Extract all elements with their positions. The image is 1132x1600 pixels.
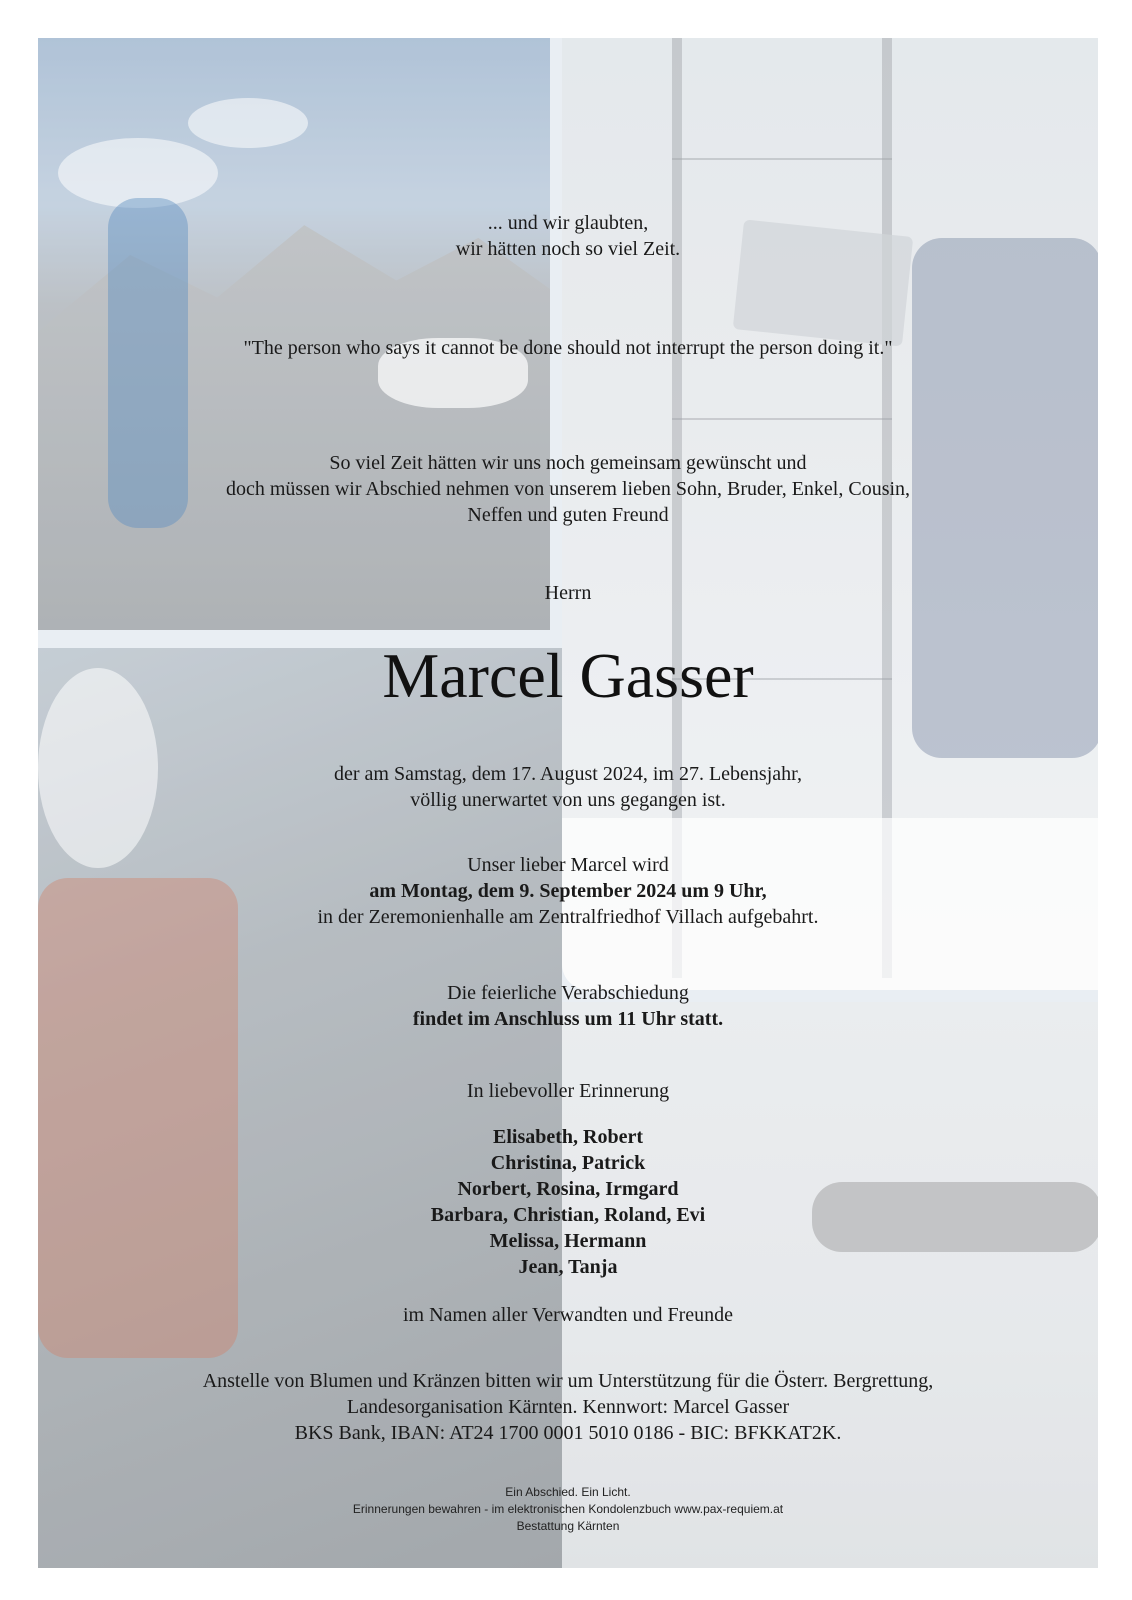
farewell-time: findet im Anschluss um 11 Uhr statt.	[412, 1008, 724, 1030]
viewing-info: Unser lieber Marcel wird am Montag, dem 9. September 2024 um 9 Uhr, in der Zeremonienhalle am Zentralfriedhof Villach aufgebahrt.	[317, 854, 819, 928]
obituary-text	[38, 38, 1098, 1568]
mourner-row: Jean, Tanja	[518, 1256, 618, 1278]
mourner-row: Melissa, Hermann	[489, 1230, 647, 1252]
mourner-row: Barbara, Christian, Roland, Evi	[430, 1204, 706, 1226]
death-notice: der am Samstag, dem 17. August 2024, im 27. Lebensjahr, völlig unerwartet von uns gegangen ist.	[333, 763, 803, 811]
intro-text: So viel Zeit hätten wir uns noch gemeinsam gewünscht und doch müssen wir Abschied nehmen von unserem lieben Sohn, Bruder, Enkel, Cousin, Neffen und guten Freund	[225, 452, 911, 526]
mourner-row: Christina, Patrick	[490, 1152, 646, 1174]
mourner-row: Norbert, Rosina, Irmgard	[457, 1178, 679, 1200]
motto: ... und wir glaubten, wir hätten noch so viel Zeit.	[455, 212, 681, 260]
deceased-name: Marcel Gasser	[382, 640, 754, 711]
farewell-info: Die feierliche Verabschiedung findet im Anschluss um 11 Uhr statt.	[412, 982, 724, 1030]
quote: "The person who says it cannot be done should not interrupt the person doing it."	[243, 337, 893, 359]
mourner-row: Elisabeth, Robert	[493, 1126, 643, 1148]
memory-line: In liebevoller Erinnerung	[466, 1080, 670, 1102]
family-line: im Namen aller Verwandten und Freunde	[402, 1304, 734, 1326]
viewing-date: am Montag, dem 9. September 2024 um 9 Uhr,	[369, 880, 767, 902]
donation-info: Anstelle von Blumen und Kränzen bitten wir um Unterstützung für die Österr. Bergrettung, Landesorganisation Kärnten. Kennwort: Marcel Gasser BKS Bank, IBAN: AT24 1700 0001 5010 0186 - BIC: BFKKAT2K.	[202, 1370, 934, 1444]
footer: Ein Abschied. Ein Licht. Erinnerungen bewahren - im elektronischen Kondolenzbuch www.pax-requiem.at Bestattung Kärnten	[352, 1485, 784, 1533]
salutation: Herrn	[544, 582, 592, 604]
mourners-list	[38, 1124, 1098, 1280]
